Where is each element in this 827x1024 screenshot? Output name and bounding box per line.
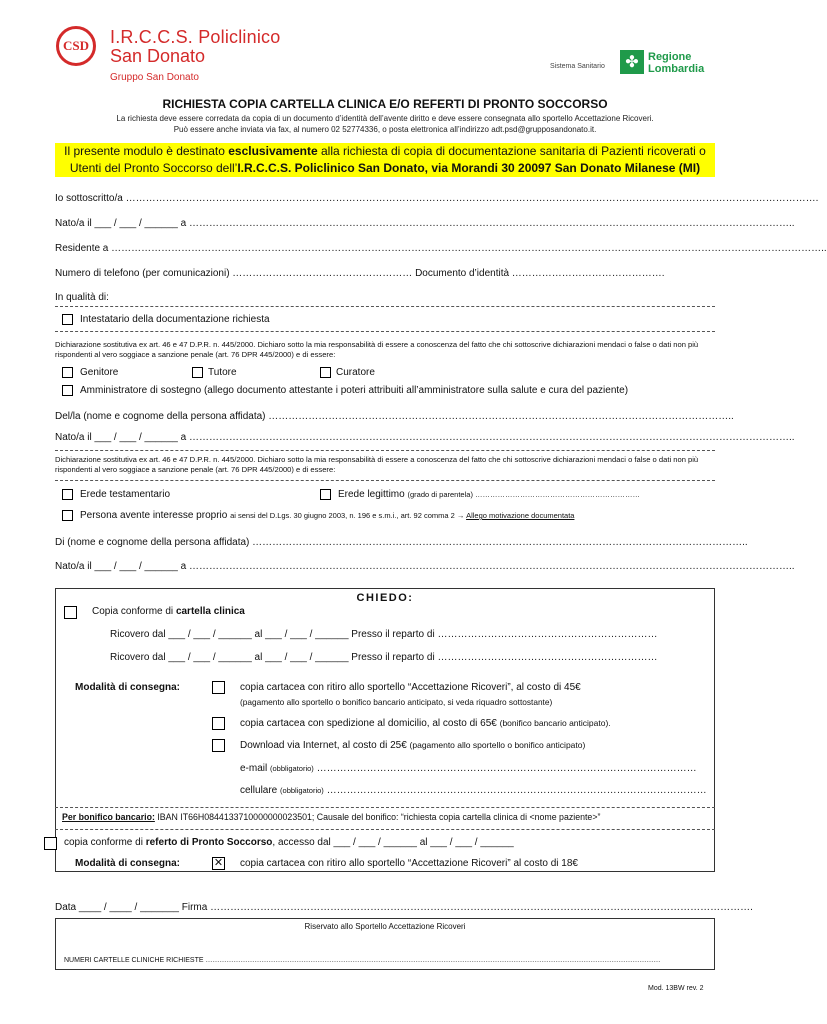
subtitle-2: Può essere anche inviata via fax, al numero 02 52774336, o posta elettronica all’indirizzo adt.psd@grupposandonato.it. [173,125,597,134]
brand-group: Gruppo San Donato [110,72,199,83]
label-amministratore: Amministratore di sostegno (allego documento attestante i poteri attribuiti all’amministratore sulla salute e cura del paziente) [80,385,629,396]
label-curatore: Curatore [336,367,375,378]
hl-part2: esclusivamente [228,144,318,158]
separator [55,807,715,808]
chiedo-heading: CHIEDO: [356,592,414,604]
opt3-text: Download via Internet, al costo di 25€ [240,740,410,751]
highlight-line1 [55,143,715,160]
referto-b: referto di Pronto Soccorso [145,837,273,848]
dichiarazione-text-2: Dichiarazione sostitutiva ex art. 46 e 47 D.P.R. n. 445/2000. Dichiaro sotto la mia responsabilità di essere a conoscenza del fatto che chi sottoscrive dichiarazioni mendaci o false o dati non più rispondenti al vero soggiace a sanzione penale (art. 76 DPR 445/2000) e di essere: [55,455,699,474]
highlight-line2 [55,160,715,177]
opt3-small: (pagamento allo sportello o bonifico anticipato) [409,740,586,750]
modulo-code: Mod. 13BW rev. 2 [648,985,704,992]
label-erede-testamentario: Erede testamentario [80,489,171,500]
field-cellulare[interactable] [240,785,707,796]
allego-link: Allego motivazione documentata [466,511,575,520]
persona-small: ai sensi del D.Lgs. 30 giugno 2003, n. 196 e s.m.i., art. 92 comma 2 → [230,511,467,520]
regione-lombardia-icon: ✤ [620,50,644,74]
policlinico-logo [56,26,96,66]
opt2-text: copia cartacea con spedizione al domicilio, al costo di 65€ [240,718,500,729]
checkbox-ritiro-sportello[interactable] [212,681,225,694]
cell-dots: …………………………………………………………………………………………………… [323,785,707,796]
field-data-firma[interactable]: Data ____ / ____ / _______ Firma ………………………………………………………………………………………………………………………………………………. [55,902,753,913]
separator [55,331,715,332]
email-label: e-mail [240,763,271,774]
checkbox-amministratore[interactable] [62,385,73,396]
label-modalita-2: Modalità di consegna: [75,858,181,869]
persona-avente-text: Persona avente interesse proprio [80,510,228,521]
brand-line2: San Donato [110,46,206,66]
hl-line2a: Utenti del Pronto Soccorso dell’ [69,161,238,175]
field-email[interactable] [240,763,697,774]
email-dots: …………………………………………………………………………………………………… [313,763,697,774]
label-erede-legittimo [338,489,640,500]
cell-small: (obbligatorio) [280,786,324,795]
numeri-cartelle[interactable]: NUMERI CARTELLE CLINICHE RICHIESTE …………………………………………………………………………………………………………………………………………………………………………… [64,957,661,964]
label-intestatario: Intestatario della documentazione richiesta [80,314,270,325]
regione-line1: Regione [648,51,692,63]
field-di-nome[interactable]: Di (nome e cognome della persona affidata) ………………………………………………………………………………………………………………………………….. [55,537,748,548]
label-opt3 [240,740,585,751]
checkbox-tutore[interactable] [192,367,203,378]
hl-part3: alla richiesta di copia di documentazione sanitaria di Pazienti ricoverati o [317,144,706,158]
email-small: (obbligatorio) [270,764,314,773]
brand-line1: I.R.C.C.S. Policlinico [110,27,281,47]
bonifico-info [62,812,600,822]
label-opt1-small: (pagamento allo sportello o bonifico bancario anticipato, si veda riquadro sottostante) [240,697,553,707]
checkbox-curatore[interactable] [320,367,331,378]
cc-text-a: Copia conforme di [92,606,176,617]
erede-legit-text: Erede legittimo [338,489,405,500]
checkbox-ritiro-ps[interactable]: ✕ [213,857,224,869]
separator [55,829,715,830]
cell-label: cellulare [240,785,281,796]
checkbox-persona-avente[interactable] [62,510,73,521]
separator [55,306,715,307]
checkbox-download[interactable] [212,739,225,752]
regione-line2: Lombardia [648,63,705,75]
field-del-la[interactable]: Del/la (nome e cognome della persona affidata) ………………………………………………………………………………………………………………………….. [55,411,734,422]
field-ricovero-2[interactable]: Ricovero dal ___ / ___ / ______ al ___ / ___ / ______ Presso il reparto di ………………………………………………………… [110,652,658,663]
bonifico-label: Per bonifico bancario: [62,812,155,822]
label-referto-ps [64,837,514,848]
label-cartella-clinica [92,606,245,617]
logo-text: CSD [62,38,89,53]
field-nato-3[interactable]: Nato/a il ___ / ___ / ______ a ……………………………………………………………………………………………………………………………………………………………….. [55,561,795,572]
label-genitore: Genitore [80,367,119,378]
field-sottoscritto[interactable]: Io sottoscritto/a ………………………………………………………………………………………………………………………………………………………………………………………. [55,193,819,204]
field-telefono[interactable]: Numero di telefono (per comunicazioni) ……………………………………………… Documento d’identità ………………………………………. [55,268,665,279]
checkbox-erede-testamentario[interactable] [62,489,73,500]
riservato-label: Riservato allo Sportello Accettazione Ricoveri [304,922,466,931]
referto-c: , accesso dal ___ / ___ / ______ al ___ / ___ / ______ [272,837,514,848]
checkbox-referto-ps[interactable] [44,837,57,850]
label-persona-avente [80,510,574,521]
cc-text-b: cartella clinica [175,606,245,617]
separator [55,450,715,451]
field-ricovero-1[interactable]: Ricovero dal ___ / ___ / ______ al ___ / ___ / ______ Presso il reparto di ………………………………………………………… [110,629,658,640]
field-nato[interactable]: Nato/a il ___ / ___ / ______ a ……………………………………………………………………………………………………………………………………………………………….. [55,218,795,229]
label-tutore: Tutore [208,367,237,378]
checkbox-spedizione[interactable] [212,717,225,730]
referto-a: copia conforme di [64,837,146,848]
checkbox-genitore[interactable] [62,367,73,378]
label-opt2 [240,718,611,729]
hl-part1: Il presente modulo è destinato [64,144,229,158]
bonifico-iban: IBAN IT66H0844133710000000023501; Causale del bonifico: “richiesta copia cartella clinica di <nome paziente>” [154,812,601,822]
checkbox-intestatario[interactable] [62,314,73,325]
label-modalita: Modalità di consegna: [75,682,181,693]
field-nato-2[interactable]: Nato/a il ___ / ___ / ______ a ……………………………………………………………………………………………………………………………………………………………….. [55,432,795,443]
subtitle-1: La richiesta deve essere corredata da copia di un documento d’identità dell’avente diritto e deve essere consegnata allo sportello Accettazione Ricoveri. [116,114,654,123]
erede-legit-small: (grado di parentela) ………………………………………………………… [407,490,641,499]
label-qualita: In qualità di: [55,292,109,303]
checkbox-erede-legittimo[interactable] [320,489,331,500]
checkbox-cartella-clinica[interactable] [64,606,77,619]
label-opt-ps: copia cartacea con ritiro allo sportello “Accettazione Ricoveri” al costo di 18€ [240,858,578,869]
document-title: RICHIESTA COPIA CARTELLA CLINICA E/O REFERTI DI PRONTO SOCCORSO [162,97,608,111]
dichiarazione-text: Dichiarazione sostitutiva ex art. 46 e 47 D.P.R. n. 445/2000. Dichiaro sotto la mia responsabilità di essere a conoscenza del fatto che chi sottoscrive dichiarazioni mendaci o false o dati non più rispondenti al vero soggiace a sanzione penale (art. 76 DPR 445/2000) e di essere: [55,340,699,359]
field-residente[interactable]: Residente a …………………………………………………………………………………………………………………………………………………………………………………………….. [55,243,827,254]
separator [55,480,715,481]
label-opt1: copia cartacea con ritiro allo sportello “Accettazione Ricoveri”, al costo di 45€ [240,682,581,693]
sistema-sanitario: Sistema Sanitario [550,63,605,70]
hl-line2b: I.R.C.C.S. Policlinico San Donato, via Morandi 30 20097 San Donato Milanese (MI) [237,161,701,175]
opt2-small: (bonifico bancario anticipato). [499,718,611,728]
